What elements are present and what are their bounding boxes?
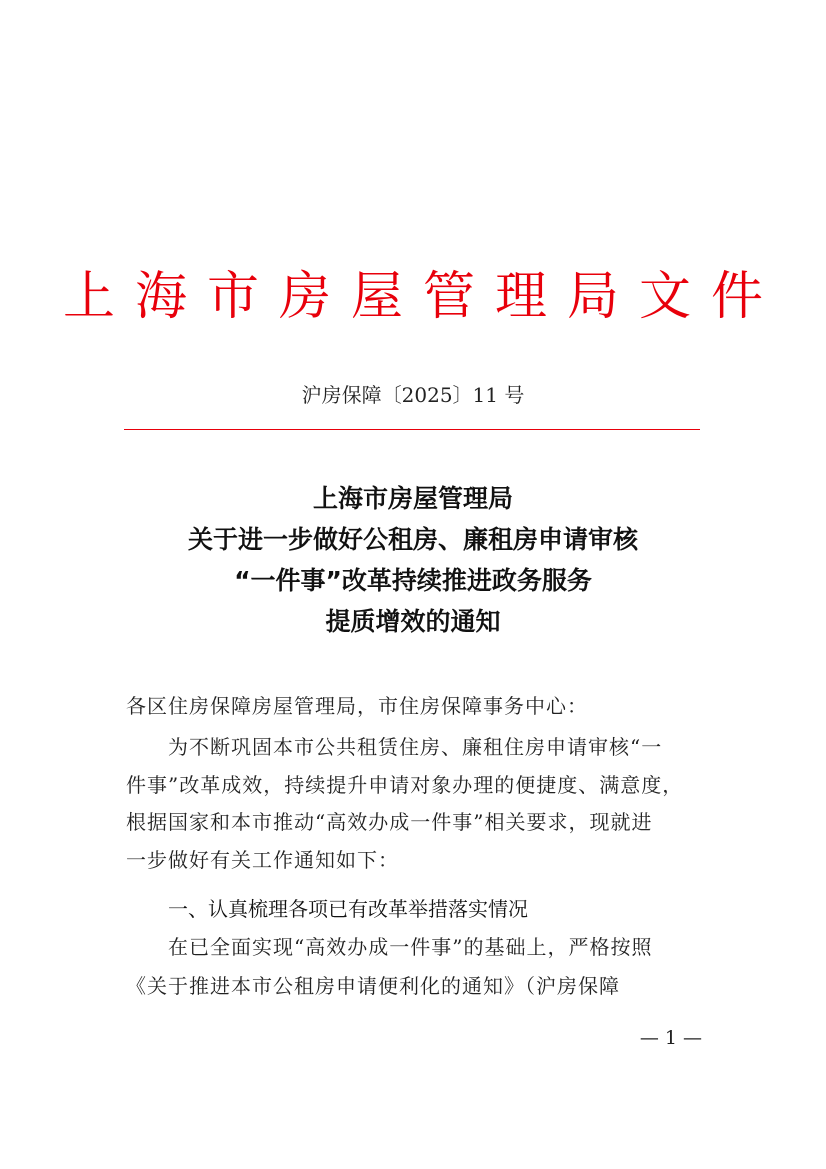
- page-number: — 1 —: [639, 1027, 702, 1049]
- paragraph-intro: [126, 729, 700, 879]
- paragraph-line: 一步做好有关工作通知如下：: [126, 847, 399, 872]
- title-line: “一件事”改革持续推进政务服务: [234, 566, 592, 595]
- paragraph-line: 《关于推进本市公租房申请便利化的通知》（沪房保障: [126, 974, 620, 998]
- paragraph-line: 在已全面实现“高效办成一件事”的基础上，严格按照: [168, 935, 653, 959]
- title-line: 上海市房屋管理局: [312, 484, 513, 513]
- section-heading: 一、认真梳理各项已有改革举措落实情况: [168, 897, 528, 921]
- paragraph-line: 件事”改革成效，持续提升申请对象办理的便捷度、满意度，: [126, 772, 684, 797]
- salutation: 各区住房保障房屋管理局，市住房保障事务中心：: [126, 694, 588, 718]
- paragraph-line: 根据国家和本市推动“高效办成一件事”相关要求，现就进: [126, 810, 653, 834]
- document-title: [0, 478, 826, 642]
- paragraph-section1: [126, 928, 700, 1006]
- issuer-title: 上海市房屋管理局文件: [62, 267, 783, 327]
- title-line: 提质增效的通知: [325, 607, 501, 636]
- title-line: 关于进一步做好公租房、廉租房申请审核: [187, 525, 638, 554]
- document-number: 沪房保障〔2025〕11 号: [301, 383, 525, 407]
- paragraph-line: 为不断巩固本市公共租赁住房、廉租住房申请审核“一: [168, 735, 663, 759]
- red-separator-line: [124, 429, 700, 430]
